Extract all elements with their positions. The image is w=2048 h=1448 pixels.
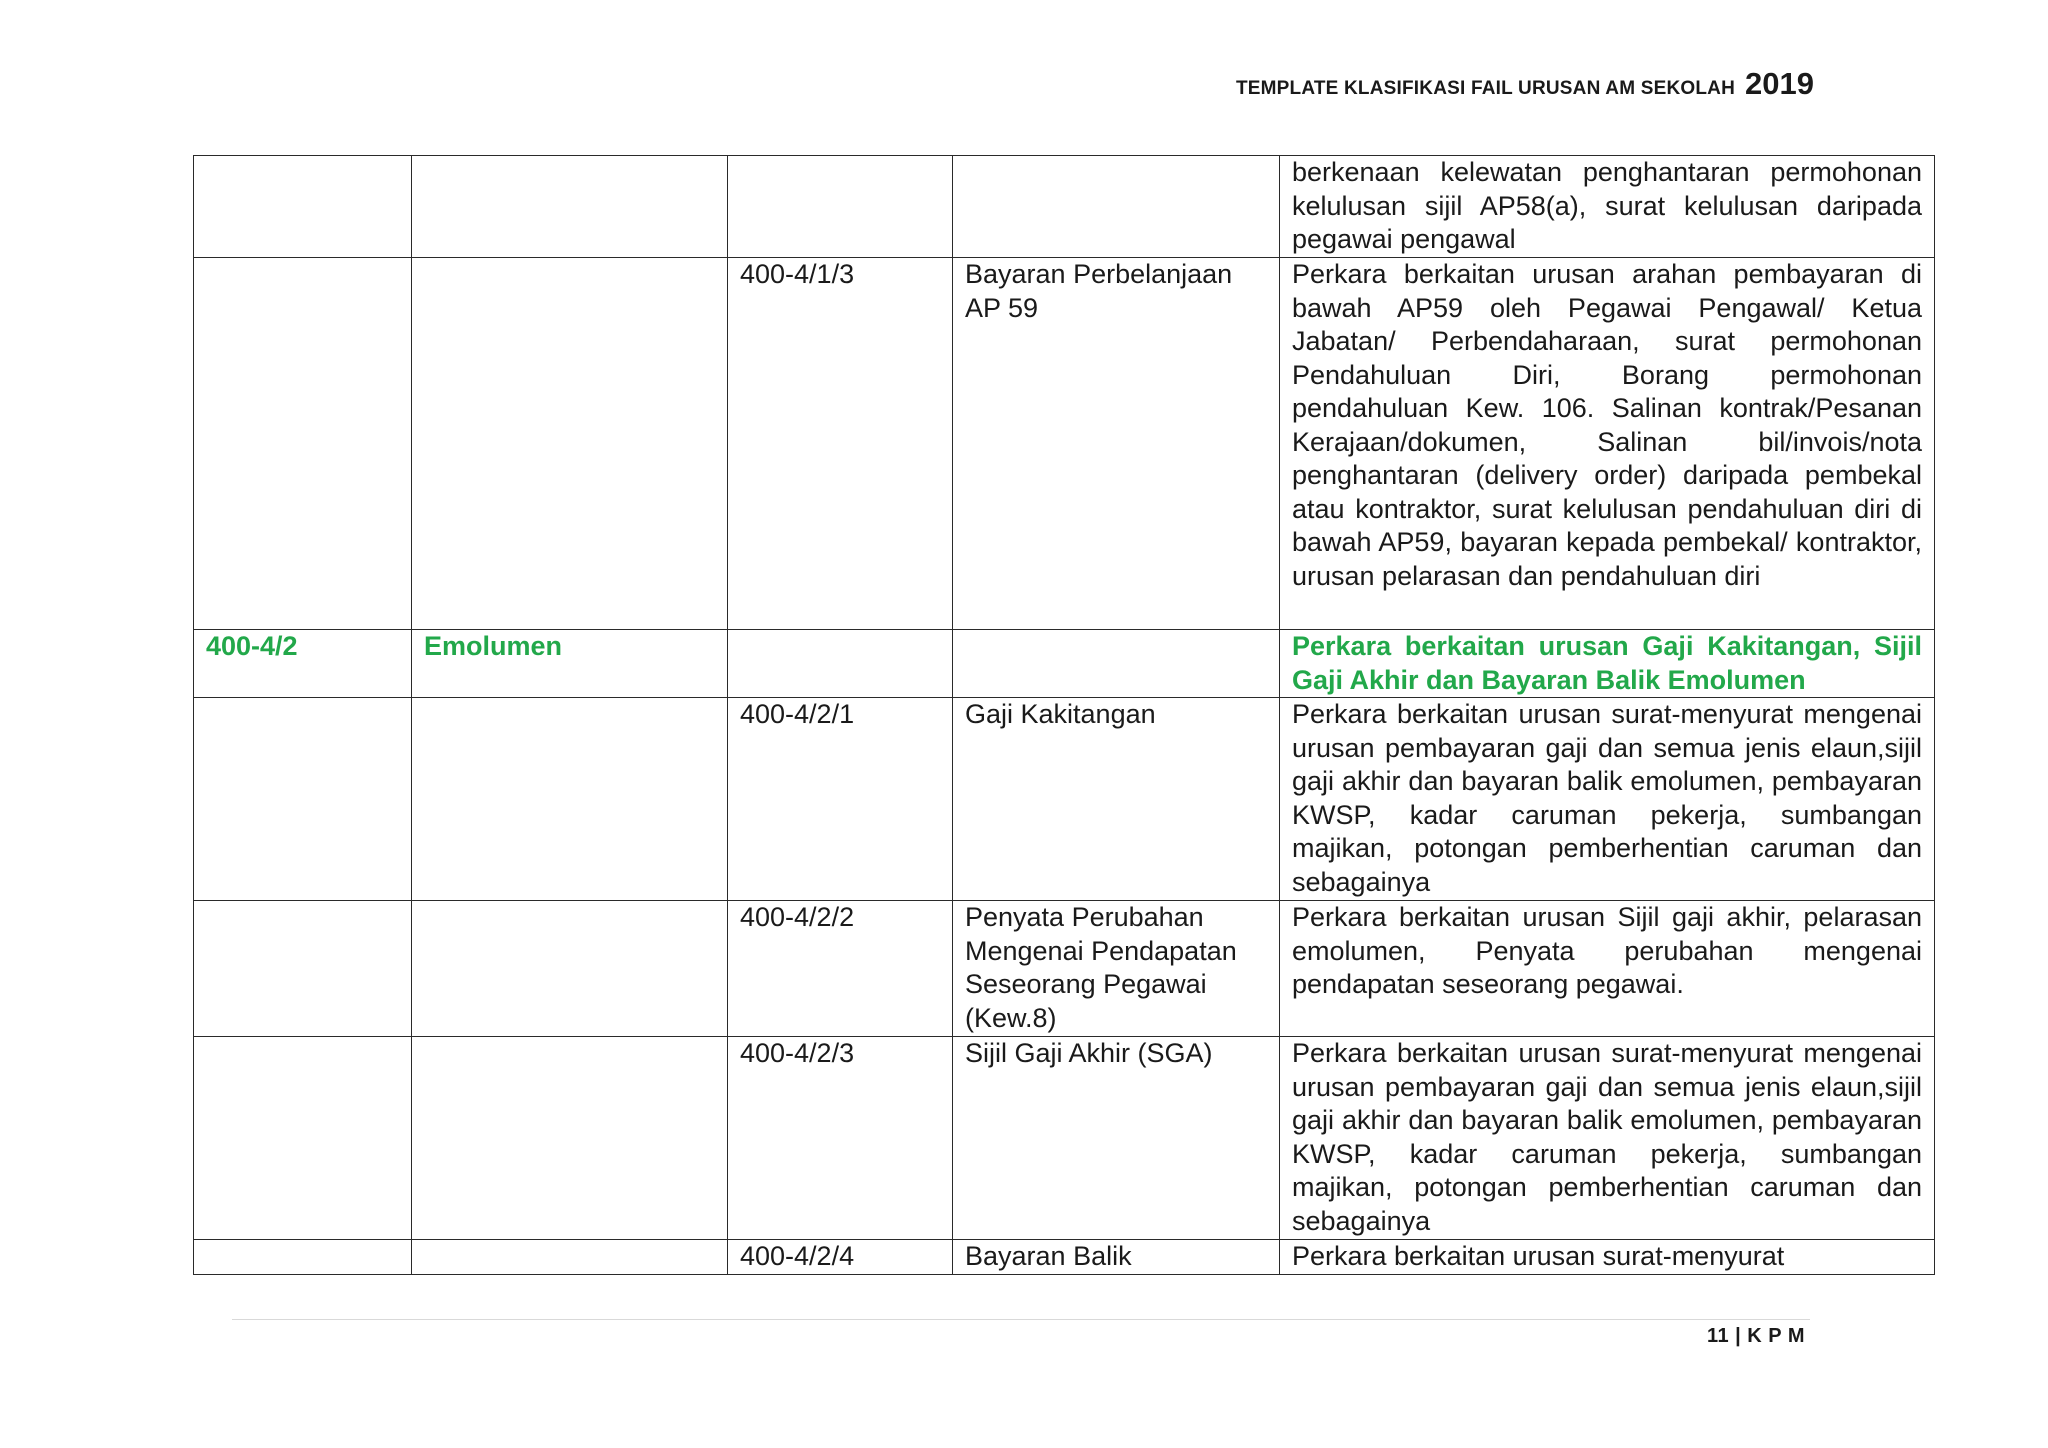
table-row [194,258,1935,630]
table-row [194,698,1935,901]
table-row [194,156,1935,258]
primary-title-cell: Emolumen [412,630,728,698]
document-title: TEMPLATE KLASIFIKASI FAIL URUSAN AM SEKOLAH [1235,78,1736,99]
page-number: 11 | K P M [1706,1325,1805,1347]
secondary-title-cell: Penyata Perubahan Mengenai Pendapatan Seseorang Pegawai (Kew.8) [953,901,1280,1037]
description-cell: Perkara berkaitan urusan surat-menyurat mengenai urusan pembayaran gaji dan semua jenis elaun,sijil gaji akhir dan bayaran balik emolumen, pembayaran KWSP, kadar caruman pekerja, sumbangan majikan, potongan pemberhentian caruman dan sebagainya [1280,1037,1935,1240]
description-cell: Perkara berkaitan urusan Sijil gaji akhir, pelarasan emolumen, Penyata perubahan mengenai pendapatan seseorang pegawai. [1280,901,1935,1037]
secondary-title-cell: Bayaran Perbelanjaan AP 59 [953,258,1280,630]
description-cell: berkenaan kelewatan penghantaran permohonan kelulusan sijil AP58(a), surat kelulusan daripada pegawai pengawal [1280,156,1935,258]
table-row [194,1037,1935,1240]
secondary-code-cell: 400-4/2/1 [728,698,953,901]
document-header [1236,66,1814,102]
secondary-title-cell: Gaji Kakitangan [953,698,1280,901]
primary-title-cell [412,698,728,901]
table-row [194,1240,1935,1275]
description-cell: Perkara berkaitan urusan arahan pembayaran di bawah AP59 oleh Pegawai Pengawal/ Ketua Jabatan/ Perbendaharaan, surat permohonan Pendahuluan Diri, Borang permohonan pendahuluan Kew. 106. Salinan kontrak/Pesanan Kerajaan/dokumen, Salinan bil/invois/nota penghantaran (delivery order) daripada pembekal atau kontraktor, surat kelulusan pendahuluan diri di bawah AP59, bayaran kepada pembekal/ kontraktor, urusan pelarasan dan pendahuluan diri [1280,258,1935,630]
secondary-code-cell [728,630,953,698]
description-cell: Perkara berkaitan urusan surat-menyurat [1280,1240,1935,1275]
secondary-code-cell: 400-4/1/3 [728,258,953,630]
primary-code-cell [194,698,412,901]
primary-title-cell [412,1037,728,1240]
footer-divider [232,1319,1810,1320]
primary-code-cell [194,258,412,630]
primary-code-cell [194,1240,412,1275]
description-cell: Perkara berkaitan urusan Gaji Kakitangan, Sijil Gaji Akhir dan Bayaran Balik Emolumen [1280,630,1935,698]
primary-code-cell [194,1037,412,1240]
primary-code-cell [194,901,412,1037]
primary-title-cell [412,901,728,1037]
secondary-title-cell [953,630,1280,698]
primary-title-cell [412,1240,728,1275]
primary-title-cell [412,258,728,630]
table-row [194,901,1935,1037]
secondary-code-cell: 400-4/2/3 [728,1037,953,1240]
secondary-title-cell: Sijil Gaji Akhir (SGA) [953,1037,1280,1240]
description-cell: Perkara berkaitan urusan surat-menyurat mengenai urusan pembayaran gaji dan semua jenis elaun,sijil gaji akhir dan bayaran balik emolumen, pembayaran KWSP, kadar caruman pekerja, sumbangan majikan, potongan pemberhentian caruman dan sebagainya [1280,698,1935,901]
primary-code-cell: 400-4/2 [194,630,412,698]
secondary-title-cell [953,156,1280,258]
primary-title-cell [412,156,728,258]
document-year: 2019 [1745,66,1814,101]
primary-code-cell [194,156,412,258]
secondary-code-cell: 400-4/2/2 [728,901,953,1037]
file-classification-table [193,155,1935,1275]
secondary-title-cell: Bayaran Balik [953,1240,1280,1275]
secondary-code-cell: 400-4/2/4 [728,1240,953,1275]
secondary-code-cell [728,156,953,258]
table-row-section-heading [194,630,1935,698]
